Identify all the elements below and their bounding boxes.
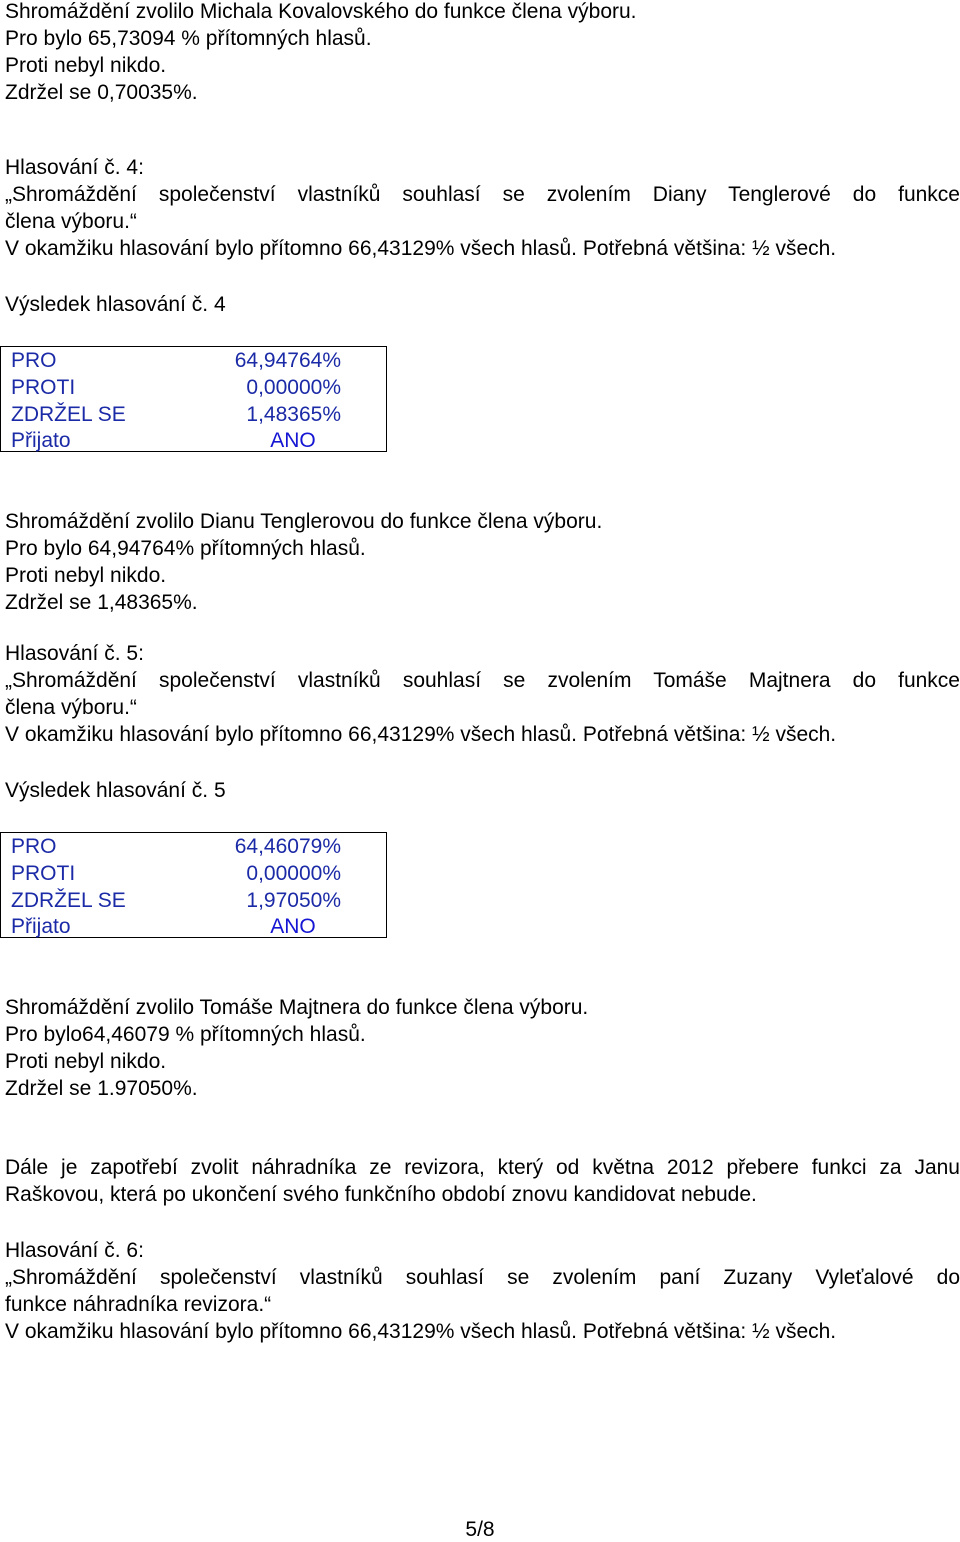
substitute-paragraph <box>5 1154 960 1208</box>
vote4-result-title: Výsledek hlasování č. 4 <box>5 293 226 316</box>
vote5-motion-line2: člena výboru.“ <box>5 696 137 719</box>
elected-statement: Shromáždění zvolilo Michala Kovalovského do funkce člena výboru. <box>5 0 637 23</box>
proti-label: PROTI <box>11 862 76 885</box>
vote5-abstain: Zdržel se 1.97050%. <box>5 1077 198 1100</box>
pro-value: 64,46079% <box>234 835 341 858</box>
vote5-heading: Hlasování č. 5: <box>5 642 144 665</box>
vote5-against: Proti nebyl nikdo. <box>5 1050 167 1073</box>
substitute-line2: Raškovou, která po ukončení svého funkčního období znovu kandidovat nebude. <box>5 1183 757 1206</box>
vote5-row-pro <box>1 833 386 860</box>
vote5-row-prijato <box>1 913 386 940</box>
vote6-presence: V okamžiku hlasování bylo přítomno 66,43129% všech hlasů. Potřebná většina: ½ všech. <box>5 1320 837 1343</box>
pro-label: PRO <box>11 835 57 858</box>
prijato-label: Přijato <box>11 915 71 938</box>
vote4-result-table <box>0 346 387 452</box>
prijato-label: Přijato <box>11 429 71 452</box>
page-number: 5/8 <box>465 1518 495 1541</box>
vote5-motion-line1: „Shromáždění společenství vlastníků souhlasí se zvolením Tomáše Majtnera do funkce <box>5 669 960 692</box>
vote5-elected: Shromáždění zvolilo Tomáše Majtnera do funkce člena výboru. <box>5 996 589 1019</box>
pro-label: PRO <box>11 349 57 372</box>
zdrzel-value: 1,48365% <box>246 403 341 426</box>
vote4-result-title-block <box>5 291 960 318</box>
vote5-result-table <box>0 832 387 938</box>
zdrzel-label: ZDRŽEL SE <box>11 403 126 426</box>
vote5-result-title: Výsledek hlasování č. 5 <box>5 779 226 802</box>
vote5-results <box>5 994 960 1102</box>
pro-value: 64,94764% <box>234 349 341 372</box>
vote4-row-pro <box>1 347 386 374</box>
for-statement: Pro bylo 65,73094 % přítomných hlasů. <box>5 27 372 50</box>
vote6-motion-line1: „Shromáždění společenství vlastníků souhlasí se zvolením paní Zuzany Vyleťalové do <box>5 1266 960 1289</box>
vote4-row-zdrzel <box>1 401 386 428</box>
vote4-abstain: Zdržel se 1,48365%. <box>5 591 198 614</box>
prijato-value: ANO <box>270 429 316 452</box>
vote5-for: Pro bylo64,46079 % přítomných hlasů. <box>5 1023 366 1046</box>
zdrzel-label: ZDRŽEL SE <box>11 889 126 912</box>
abstain-statement: Zdržel se 0,70035%. <box>5 81 198 104</box>
proti-value: 0,00000% <box>246 862 341 885</box>
vote5-row-zdrzel <box>1 887 386 914</box>
vote4-motion <box>5 154 960 262</box>
against-statement: Proti nebyl nikdo. <box>5 54 167 77</box>
vote5-row-proti <box>1 860 386 887</box>
proti-label: PROTI <box>11 376 76 399</box>
vote4-for: Pro bylo 64,94764% přítomných hlasů. <box>5 537 366 560</box>
vote6-motion <box>5 1237 960 1345</box>
vote4-motion-line2: člena výboru.“ <box>5 210 137 233</box>
vote6-motion-line2: funkce náhradníka revizora.“ <box>5 1293 272 1316</box>
vote5-result-title-block <box>5 777 960 804</box>
zdrzel-value: 1,97050% <box>246 889 341 912</box>
vote4-motion-line1: „Shromáždění společenství vlastníků souhlasí se zvolením Diany Tenglerové do funkce <box>5 183 960 206</box>
vote4-elected: Shromáždění zvolilo Dianu Tenglerovou do funkce člena výboru. <box>5 510 603 533</box>
vote4-row-proti <box>1 374 386 401</box>
vote4-presence: V okamžiku hlasování bylo přítomno 66,43129% všech hlasů. Potřebná většina: ½ všech. <box>5 237 837 260</box>
vote4-against: Proti nebyl nikdo. <box>5 564 167 587</box>
vote5-motion <box>5 640 960 748</box>
proti-value: 0,00000% <box>246 376 341 399</box>
vote4-results <box>5 508 960 616</box>
vote6-heading: Hlasování č. 6: <box>5 1239 144 1262</box>
prijato-value: ANO <box>270 915 316 938</box>
vote4-row-prijato <box>1 427 386 454</box>
vote4-heading: Hlasování č. 4: <box>5 156 144 179</box>
vote5-presence: V okamžiku hlasování bylo přítomno 66,43129% všech hlasů. Potřebná většina: ½ všech. <box>5 723 837 746</box>
top-results <box>5 0 960 106</box>
substitute-line1: Dále je zapotřebí zvolit náhradníka ze revizora, který od května 2012 přebere funkci za Janu <box>5 1156 960 1179</box>
